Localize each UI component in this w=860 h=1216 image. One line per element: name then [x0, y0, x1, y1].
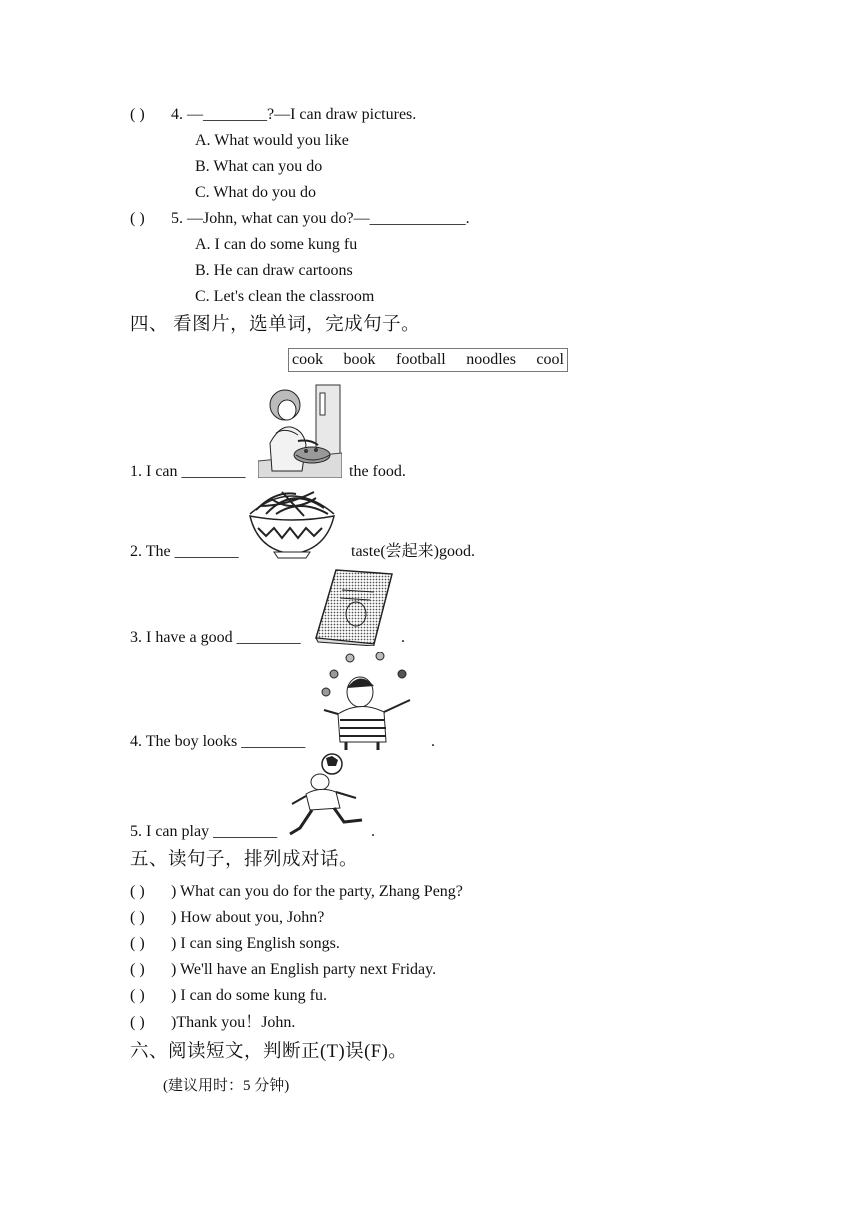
section5-sentence: ) What can you do for the party, Zhang Peng?: [171, 883, 463, 900]
section5-sentence: ) I can do some kung fu.: [171, 987, 327, 1004]
item2-after: taste(尝起来)good.: [351, 543, 475, 560]
q4-option-b: B. What can you do: [195, 158, 323, 175]
section5-paren: ( ): [130, 909, 145, 926]
section5-paren: ( ): [130, 935, 145, 952]
item3-after: .: [401, 629, 405, 646]
item1-text: 1. I can ________: [130, 463, 246, 480]
noodle-bowl-picture: [246, 484, 338, 560]
q5-option-a: A. I can do some kung fu: [195, 236, 358, 253]
q5-stem: 5. —John, what can you do?—____________.: [171, 210, 470, 227]
item5-text: 5. I can play ________: [130, 823, 278, 840]
item5-after: .: [371, 823, 375, 840]
book-picture: [312, 566, 396, 646]
section5-title: 五、读句子，排列成对话。: [130, 850, 359, 870]
section5-paren: ( ): [130, 961, 145, 978]
item1-after: the food.: [349, 463, 406, 480]
section5-paren: ( ): [130, 883, 145, 900]
section5-paren: ( ): [130, 987, 145, 1004]
section6-title: 六、阅读短文，判断正(T)误(F)。: [130, 1042, 408, 1062]
q4-paren: ( ): [130, 106, 145, 123]
item3-text: 3. I have a good ________: [130, 629, 301, 646]
section5-sentence: ) I can sing English songs.: [171, 935, 340, 952]
football-player-picture: [286, 752, 370, 842]
word-bank-item: football: [395, 351, 446, 368]
section5-sentence: ) How about you, John?: [171, 909, 325, 926]
q5-option-c: C. Let's clean the classroom: [195, 288, 375, 305]
q5-option-b: B. He can draw cartoons: [195, 262, 353, 279]
item4-text: 4. The boy looks ________: [130, 733, 306, 750]
item4-after: .: [431, 733, 435, 750]
section4-title: 四、 看图片，选单词，完成句子。: [130, 315, 421, 335]
q4-option-c: C. What do you do: [195, 184, 317, 201]
word-bank-item: book: [343, 351, 376, 368]
word-bank: [288, 348, 568, 372]
word-bank-item: noodles: [466, 351, 516, 368]
section5-paren: ( ): [130, 1014, 145, 1031]
juggling-boy-picture: [318, 652, 422, 750]
item2-text: 2. The ________: [130, 543, 239, 560]
q4-stem: 4. —________?—I can draw pictures.: [171, 106, 417, 123]
woman-cooking-picture: [258, 383, 342, 478]
q4-option-a: A. What would you like: [195, 132, 349, 149]
q5-paren: ( ): [130, 210, 145, 227]
word-bank-item: cool: [536, 351, 564, 368]
section5-sentence: ) We'll have an English party next Friday.: [171, 961, 437, 978]
section5-sentence: )Thank you！John.: [171, 1014, 296, 1031]
word-bank-item: cook: [292, 351, 324, 368]
section6-note: (建议用时：5 分钟): [163, 1078, 290, 1094]
